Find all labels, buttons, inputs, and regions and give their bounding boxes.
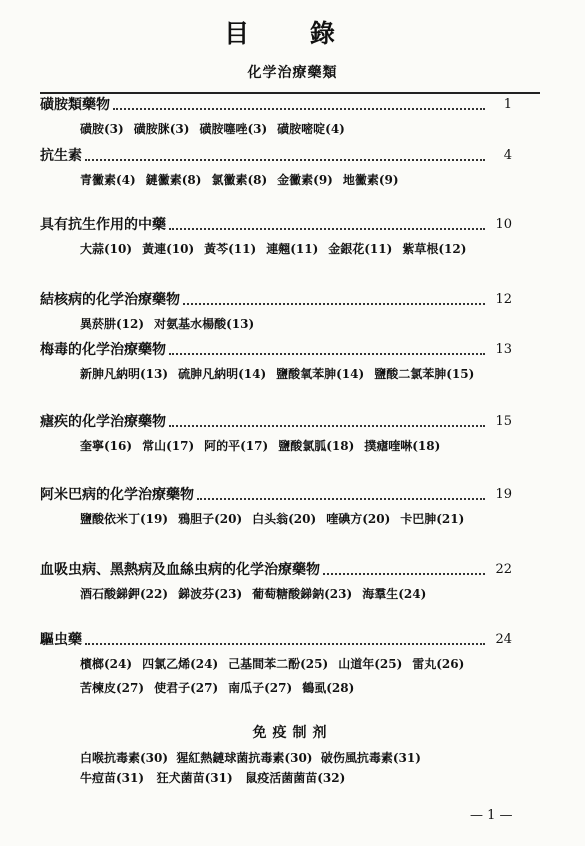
toc-item: 葡萄糖酸銻鈉(23)	[252, 587, 353, 601]
page-number: — 1 —	[470, 808, 513, 823]
toc-item: 雷丸(26)	[412, 657, 465, 671]
leader-dots	[169, 353, 485, 355]
toc-entry-label: 具有抗生作用的中藥	[40, 217, 166, 233]
toc-subitems	[80, 652, 520, 700]
toc-entry	[40, 95, 512, 115]
toc-entry-page: 12	[495, 292, 512, 307]
page-title: 目 錄	[224, 19, 361, 48]
toc-item: 金銀花(11)	[328, 242, 393, 256]
toc-entry-page: 19	[495, 487, 512, 502]
toc-item: 黃連(10)	[142, 242, 195, 256]
toc-entry	[40, 412, 512, 432]
toc-item: 異菸肼(12)	[80, 317, 145, 331]
toc-entry-page: 15	[495, 414, 512, 429]
toc-item: 硫胂凡納明(14)	[178, 367, 267, 381]
toc-item: 鹽酸二氯苯胂(15)	[374, 367, 475, 381]
toc-item: 奎寧(16)	[80, 439, 133, 453]
leader-dots	[169, 228, 485, 230]
toc-item: 磺胺噻唑(3)	[199, 122, 268, 136]
toc-entry-page: 4	[503, 148, 512, 163]
toc-entry-label: 血吸虫病、黑熱病及血絲虫病的化学治療藥物	[40, 562, 320, 578]
toc-subitems	[80, 507, 520, 531]
toc-entry-page: 10	[495, 217, 512, 232]
toc-item: 大蒜(10)	[80, 242, 133, 256]
toc-entry-label: 抗生素	[40, 148, 82, 164]
toc-entry-page: 24	[495, 632, 512, 647]
toc-entry	[40, 340, 512, 360]
toc-item: 磺胺嘧啶(4)	[277, 122, 345, 136]
toc-entry-page: 1	[503, 97, 512, 112]
toc-item: 鹽酸氧苯胂(14)	[276, 367, 365, 381]
toc-item: 青黴素(4)	[80, 173, 136, 187]
toc-item: 四氯乙烯(24)	[142, 657, 219, 671]
toc-entry-label: 結核病的化学治療藥物	[40, 292, 180, 308]
toc-item: 山道年(25)	[338, 657, 403, 671]
toc-subitems	[80, 312, 520, 336]
toc-entry-label: 阿米巴病的化学治療藥物	[40, 487, 194, 503]
toc-item: 新胂凡納明(13)	[80, 367, 169, 381]
toc-entry	[40, 215, 512, 235]
toc-item: 鼠疫活菌菌苗(32)	[245, 771, 346, 785]
toc-item: 磺胺(3)	[80, 122, 124, 136]
toc-entry	[40, 146, 512, 166]
leader-dots	[197, 498, 485, 500]
toc-entry	[40, 485, 512, 505]
toc-item: 牛痘苗(31)	[80, 771, 145, 785]
toc-entry-label: 梅毒的化学治療藥物	[40, 342, 166, 358]
toc-item: 紫草根(12)	[402, 242, 467, 256]
leader-dots	[323, 573, 485, 575]
toc-item: 鹽酸依米丁(19)	[80, 512, 169, 526]
toc-item: 苦楝皮(27)	[80, 681, 145, 695]
leader-dots	[85, 643, 485, 645]
toc-entry-page: 13	[495, 342, 512, 357]
toc-subitems	[80, 237, 520, 261]
toc-item: 海羣生(24)	[362, 587, 427, 601]
toc-subitems	[80, 168, 520, 192]
toc-item: 对氨基水楊酸(13)	[154, 317, 255, 331]
toc-item: 狂犬菌苗(31)	[156, 771, 233, 785]
section-heading-chemotherapy: 化学治療藥類	[247, 65, 338, 81]
section-heading-immunity: 免疫制剂	[252, 725, 333, 741]
toc-item: 喹碘方(20)	[326, 512, 391, 526]
toc-item: 卡巴胂(21)	[400, 512, 465, 526]
toc-subitems	[80, 582, 520, 606]
toc-item: 金黴素(9)	[277, 173, 333, 187]
toc-item: 鏈黴素(8)	[145, 173, 202, 187]
toc-item: 磺胺脒(3)	[133, 122, 190, 136]
toc-entry-label: 磺胺類藥物	[40, 97, 110, 113]
toc-item: 鴉胆子(20)	[178, 512, 243, 526]
toc-item: 檳榔(24)	[80, 657, 133, 671]
toc-item: 使君子(27)	[154, 681, 219, 695]
toc-item: 鶴虱(28)	[302, 681, 355, 695]
toc-item: 阿的平(17)	[204, 439, 269, 453]
toc-item: 銻波芬(23)	[178, 587, 243, 601]
toc-item: 破伤風抗毒素(31)	[320, 751, 421, 765]
toc-entry	[40, 630, 512, 650]
toc-item: 撲瘧喹啉(18)	[364, 439, 441, 453]
toc-entry	[40, 560, 512, 580]
toc-subitems	[80, 117, 520, 141]
toc-entry-page: 22	[495, 562, 512, 577]
toc-item: 常山(17)	[142, 439, 195, 453]
toc-subitems	[80, 434, 520, 458]
toc-item: 氯黴素(8)	[211, 173, 268, 187]
toc-entry-label: 驅虫藥	[40, 632, 82, 648]
toc-item: 南瓜子(27)	[228, 681, 293, 695]
toc-item: 地黴素(9)	[342, 173, 399, 187]
toc-item: 酒石酸銻鉀(22)	[80, 587, 169, 601]
toc-item: 連翹(11)	[266, 242, 319, 256]
toc-item: 白头翁(20)	[252, 512, 317, 526]
divider	[40, 92, 540, 94]
immunity-items	[80, 748, 520, 788]
leader-dots	[169, 425, 485, 427]
toc-item: 白喉抗毒素(30)	[80, 751, 169, 765]
leader-dots	[113, 108, 485, 110]
leader-dots	[183, 303, 485, 305]
toc-entry-label: 瘧疾的化学治療藥物	[40, 414, 166, 430]
toc-subitems	[80, 362, 520, 386]
toc-item: 黃芩(11)	[204, 242, 257, 256]
toc-item: 猩紅熱鏈球菌抗毒素(30)	[176, 751, 313, 765]
leader-dots	[85, 159, 485, 161]
toc-item: 己基間苯二酚(25)	[228, 657, 329, 671]
toc-entry	[40, 290, 512, 310]
toc-item: 鹽酸氯胍(18)	[278, 439, 355, 453]
